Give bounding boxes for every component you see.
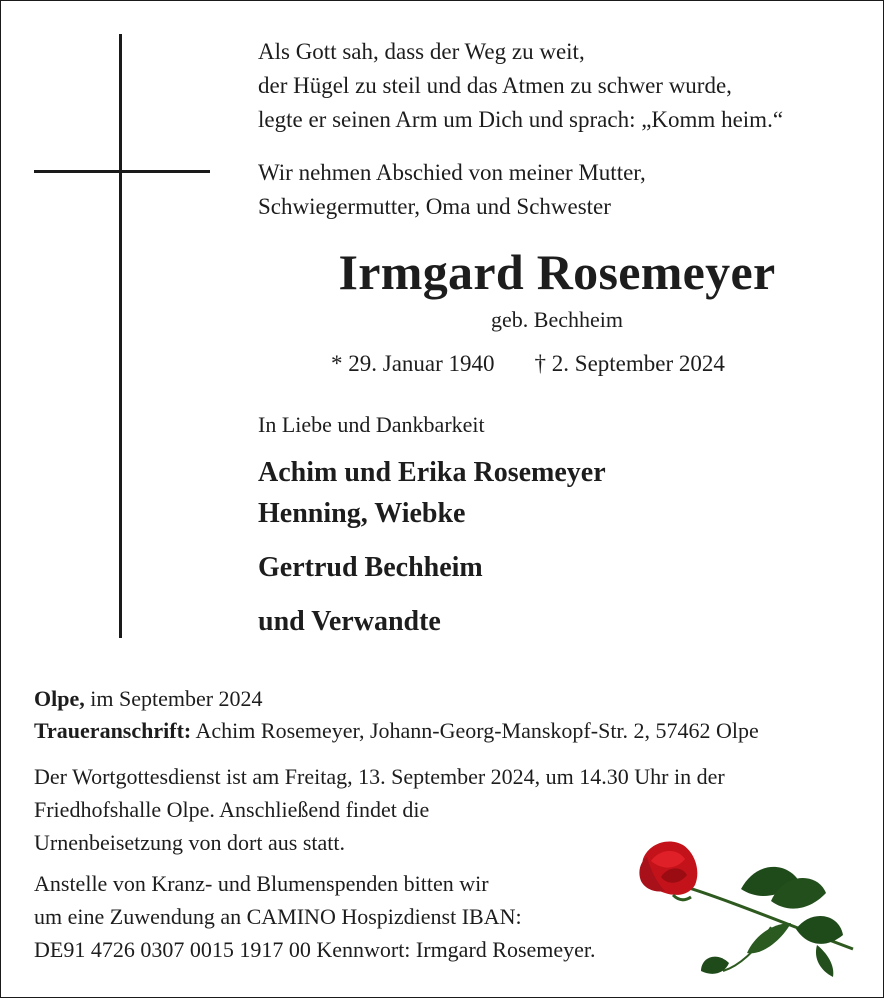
cross-icon — [119, 34, 122, 638]
mourning-address — [34, 714, 759, 748]
address-label: Traueranschrift: — [34, 718, 192, 743]
service-info-line: Friedhofshalle Olpe. Anschließend findet die — [34, 797, 430, 822]
red-rose-icon — [621, 831, 857, 981]
intro-line: Wir nehmen Abschied von meiner Mutter, — [258, 160, 646, 185]
donation-info-line: DE91 4726 0307 0015 1917 00 Kennwort: Irmgard Rosemeyer. — [34, 937, 596, 962]
birth-name: geb. Bechheim — [491, 307, 623, 332]
mourner-line: und Verwandte — [258, 606, 441, 637]
poem-line: Als Gott sah, dass der Weg zu weit, — [258, 39, 585, 64]
poem-line: der Hügel zu steil und das Atmen zu schwer wurde, — [258, 73, 732, 98]
deceased-name: Irmgard Rosemeyer — [338, 244, 776, 300]
place-date — [34, 682, 263, 716]
place: Olpe, — [34, 686, 85, 711]
birth-date: * 29. Januar 1940 — [331, 351, 495, 376]
service-info-line: Urnenbeisetzung von dort aus statt. — [34, 830, 345, 855]
mourner-line: Achim und Erika Rosemeyer — [258, 457, 606, 488]
donation-info-line: um eine Zuwendung an CAMINO Hospizdienst IBAN: — [34, 904, 522, 929]
death-date: † 2. September 2024 — [534, 351, 725, 376]
life-dates — [331, 348, 725, 380]
cross-icon-crossbar — [34, 170, 210, 173]
intro-line: Schwiegermutter, Oma und Schwester — [258, 194, 611, 219]
mourner-line: Henning, Wiebke — [258, 498, 466, 529]
donation-info-line: Anstelle von Kranz- und Blumenspenden bitten wir — [34, 871, 489, 896]
farewell-intro — [258, 156, 858, 224]
date: im September 2024 — [84, 686, 263, 711]
poem-line: legte er seinen Arm um Dich und sprach: „Komm heim.“ — [258, 107, 784, 132]
poem — [258, 35, 858, 137]
mourners-intro: In Liebe und Dankbarkeit — [258, 412, 485, 437]
mourner-line: Gertrud Bechheim — [258, 552, 483, 583]
address: Achim Rosemeyer, Johann-Georg-Manskopf-Str. 2, 57462 Olpe — [191, 718, 759, 743]
service-info-line: Der Wortgottesdienst ist am Freitag, 13. September 2024, um 14.30 Uhr in der — [34, 764, 725, 789]
